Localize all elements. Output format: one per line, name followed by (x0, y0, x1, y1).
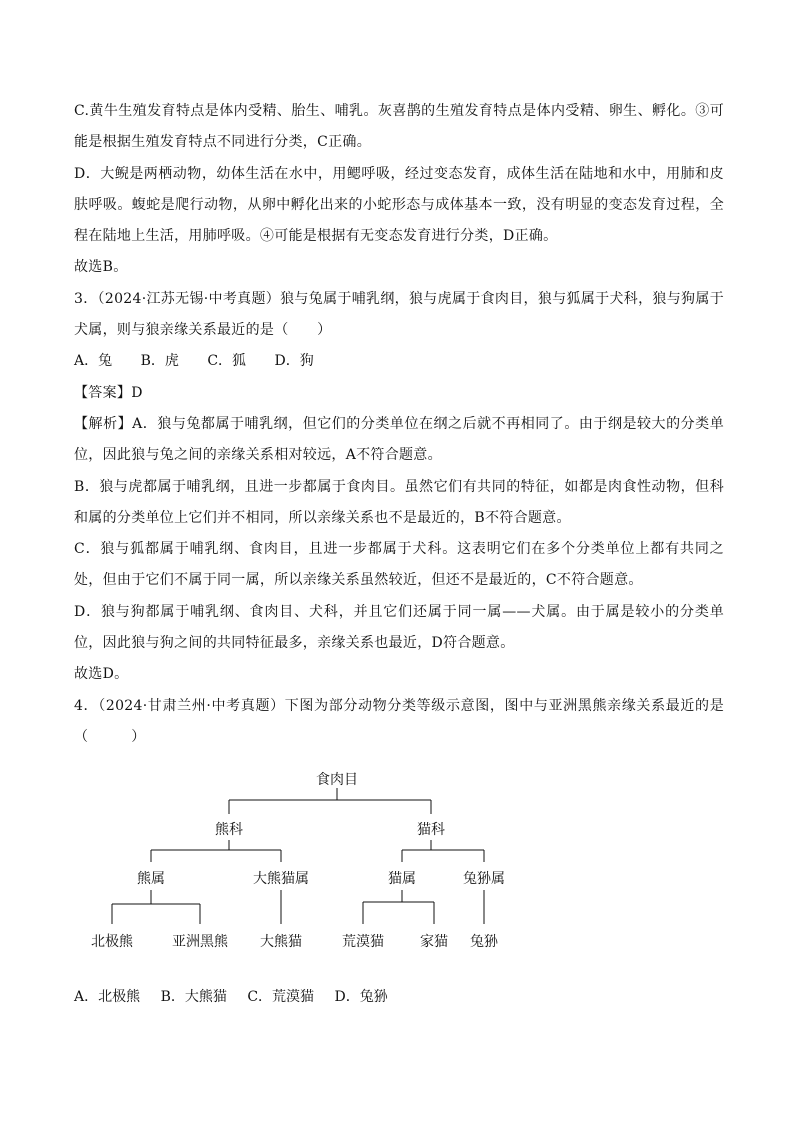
node-desert-cat: 荒漠猫 (342, 934, 384, 950)
node-asian-black-bear: 亚洲黑熊 (172, 934, 228, 950)
q3-options (74, 346, 724, 377)
node-genus-panda: 大熊猫属 (253, 871, 309, 887)
node-order: 食肉目 (316, 772, 358, 788)
node-genus-cat: 猫属 (388, 871, 416, 887)
node-family-cat: 猫科 (417, 822, 445, 838)
node-family-bear: 熊科 (215, 822, 243, 838)
document-body (74, 96, 724, 753)
q3-option-b: B．虎 (140, 353, 179, 370)
q2-option-c-analysis: C.黄牛生殖发育特点是体内受精、胎生、哺乳。灰喜鹊的生殖发育特点是体内受精、卵生、孵化。③可能是根据生殖发育特点不同进行分类，C正确。 (74, 103, 724, 151)
q3-option-a: A．兔 (74, 353, 113, 370)
q2-option-d-analysis: D．大鲵是两栖动物，幼体生活在水中，用鳃呼吸，经过变态发育，成体生活在陆地和水中，用肺和皮肤呼吸。蝮蛇是爬行动物，从卵中孵化出来的小蛇形态与成体基本一致，没有明显的变态发育过程，全程在陆地上生活，用肺呼吸。④可能是根据有无变态发育进行分类，D正确。 (74, 165, 724, 245)
q3-answer: 【答案】D (74, 384, 143, 401)
q3-analysis-d: D．狼与狗都属于哺乳纲、食肉目、犬科，并且它们还属于同一属——犬属。由于属是较小的分类单位，因此狼与狗之间的共同特征最多，亲缘关系也最近，D符合题意。 (74, 603, 724, 652)
node-house-cat: 家猫 (420, 934, 448, 950)
node-manul: 兔狲 (470, 934, 498, 950)
q4-option-a: A．北极熊 (74, 989, 141, 1005)
q3-conclusion: 故选D。 (74, 666, 129, 683)
q3-option-d: D．狗 (274, 353, 314, 370)
q3-analysis-a: 【解析】A．狼与兔都属于哺乳纲，但它们的分类单位在纲之后就不再相同了。由于纲是较大的分类单位，因此狼与兔之间的亲缘关系相对较远，A不符合题意。 (74, 415, 724, 464)
q3-analysis-c: C．狼与狐都属于哺乳纲、食肉目，且进一步都属于犬科。这表明它们在多个分类单位上都有共同之处，但由于它们不属于同一属，所以亲缘关系虽然较近，但还不是最近的，C不符合题意。 (74, 541, 724, 589)
q3-analysis-b: B．狼与虎都属于哺乳纲，且进一步都属于食肉目。虽然它们有共同的特征，如都是肉食性动物，但科和属的分类单位上它们并不相同，所以亲缘关系也不是最近的，B不符合题意。 (74, 478, 724, 526)
classification-tree-svg (74, 764, 534, 964)
q3-stem: 3．（2024·江苏无锡·中考真题）狼与兔属于哺乳纲，狼与虎属于食肉目，狼与狐属于犬科，狼与狗属于犬属，则与狼亲缘关系最近的是（ ） (74, 290, 724, 339)
node-giant-panda: 大熊猫 (260, 934, 302, 950)
node-genus-bear: 熊属 (137, 871, 165, 887)
node-polar-bear: 北极熊 (91, 934, 133, 950)
q4-option-c: C．荒漠猫 (247, 989, 315, 1005)
classification-tree-diagram (74, 764, 534, 964)
q4-option-b: B．大熊猫 (160, 989, 227, 1005)
node-genus-lynx: 兔狲属 (463, 871, 505, 887)
q4-options (74, 982, 404, 1013)
q3-option-c: C．狐 (207, 353, 247, 370)
q4-option-d: D．兔狲 (334, 989, 388, 1005)
q4-stem: 4．（2024·甘肃兰州·中考真题）下图为部分动物分类等级示意图，图中与亚洲黑熊亲缘关系最近的是（ ） (74, 697, 724, 745)
q2-conclusion: 故选B。 (74, 259, 128, 276)
